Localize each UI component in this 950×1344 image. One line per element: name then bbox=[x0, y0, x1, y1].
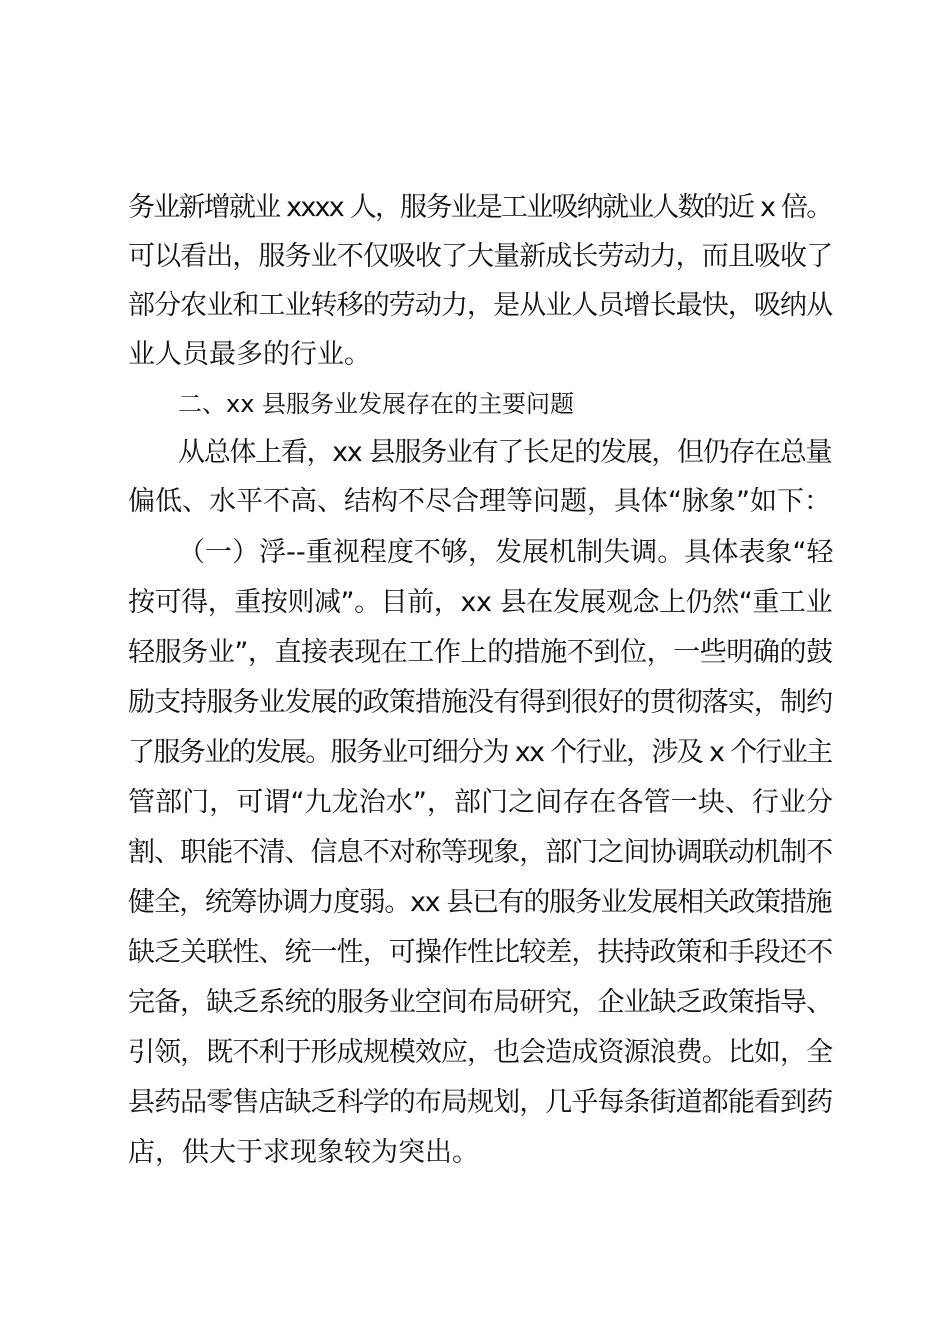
text-line: 完备，缺乏系统的服务业空间布局研究，企业缺乏政策指导、 bbox=[128, 987, 833, 1018]
text-line: 管部门，可谓“九龙治水”，部门之间存在各管一块、行业分 bbox=[128, 787, 834, 818]
text-line: 县药品零售店缺乏科学的布局规划，几乎每条街道都能看到药 bbox=[128, 1087, 833, 1118]
section-heading: 二、xx 县服务业发展存在的主要问题 bbox=[178, 390, 575, 418]
text-line: 偏低、水平不高、结构不尽合理等问题，具体“脉象”如下： bbox=[128, 486, 831, 517]
text-line: 轻服务业”，直接表现在工作上的措施不到位，一些明确的鼓 bbox=[128, 637, 833, 668]
text-line: 缺乏关联性、统一性，可操作性比较差，扶持政策和手段还不 bbox=[128, 937, 833, 968]
text-line: 从总体上看，xx 县服务业有了长足的发展，但仍存在总量 bbox=[178, 437, 832, 468]
text-line: 引领，既不利于形成规模效应，也会造成资源浪费。比如，全 bbox=[128, 1037, 833, 1068]
subsection-line: （一）浮--重视程度不够，发展机制失调。具体表象“轻 bbox=[178, 537, 834, 568]
text-line: 健全，统筹协调力度弱。xx 县已有的服务业发展相关政策措施 bbox=[128, 887, 832, 918]
text-line: 了服务业的发展。服务业可细分为 xx 个行业，涉及 x 个行业主 bbox=[128, 737, 832, 768]
text-line: 务业新增就业 xxxx 人，服务业是工业吸纳就业人数的近 x 倍。 bbox=[128, 192, 832, 223]
text-line: 店，供大于求现象较为突出。 bbox=[128, 1137, 479, 1168]
text-line: 割、职能不清、信息不对称等现象，部门之间协调联动机制不 bbox=[128, 837, 833, 868]
text-line: 按可得，重按则减”。目前，xx 县在发展观念上仍然“重工业 bbox=[128, 587, 833, 618]
text-line: 部分农业和工业转移的劳动力，是从业人员增长最快，吸纳从 bbox=[128, 290, 833, 321]
text-line: 业人员最多的行业。 bbox=[128, 339, 371, 370]
text-line: 可以看出，服务业不仅吸收了大量新成长劳动力，而且吸收了 bbox=[128, 241, 833, 272]
text-line: 励支持服务业发展的政策措施没有得到很好的贯彻落实，制约 bbox=[128, 687, 833, 718]
